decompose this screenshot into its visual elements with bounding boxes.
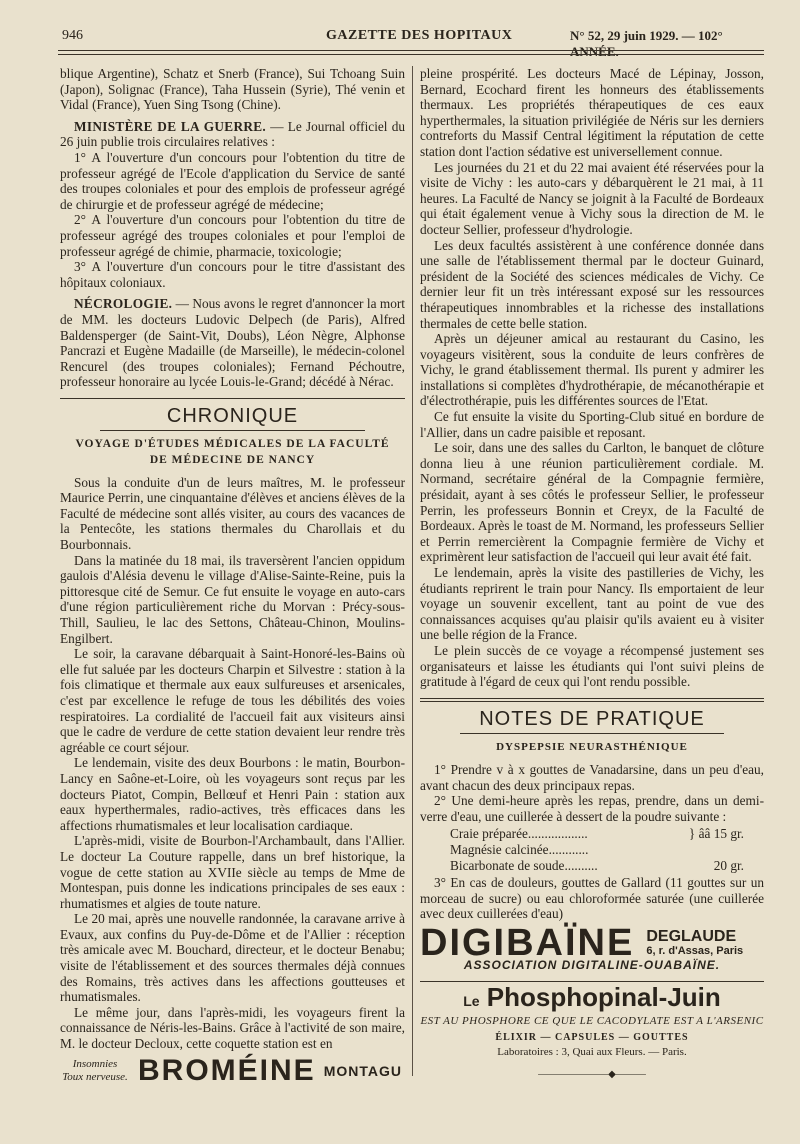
paragraph: 3° A l'ouverture d'un concours pour le titre d'assistant des hôpitaux coloniaux. [60,259,405,290]
phosphopinal-lab: Laboratoires : 3, Quai aux Fleurs. — Paris. [497,1046,687,1059]
bromeine-indication-2: Toux nerveuse. [62,1071,128,1083]
bromeine-indications [60,1058,130,1084]
ornament-rule: ———————◆——— [538,1068,646,1080]
paragraph: 1° Prendre v à x gouttes de Vanadarsine, dans un peu d'eau, avant chacun des deux principaux repas. [420,761,764,793]
necrologie-heading: NÉCROLOGIE. [74,296,173,312]
phosphopinal-tagline: EST AU PHOSPHORE CE QUE LE CACODYLATE EST A L'ARSENIC [420,1015,764,1028]
paragraph: 3° En cas de douleurs, gouttes de Gallard (11 gouttes sur un morceau de sucre) ou eau chloroformée saturée (une cuillerée avec deux cuillerées d'eau) [420,875,764,922]
phosphopinal-forms: ÉLIXIR — CAPSULES — GOUTTES [495,1031,689,1043]
paragraph: 2° A l'ouverture d'un concours pour l'obtention du titre de professeur agrégé des troupes coloniales et pour l'emploi de professeur agrégé de chimie, pharmacie, toxicologie; [60,212,405,259]
section-rule [460,733,724,734]
phosphopinal-le: Le [463,993,480,1010]
left-column [60,66,405,1052]
paragraph: Le soir, la caravane débarquait à Saint-Honoré-les-Bains où elle fut saluée par les docteurs Charpin et Silvestre : station à la fois climatique et thermale aux eaux sulfureuses et arsenicales, c'est par excellence le refuge de tous les débilités des voies respiratoires. La cordialité de l'accueil fait aux visiteurs ainsi que le cadre de verdure de cette station devaient leur rendre très agréable ce court séjour. [60,646,405,755]
ministere-text: — Le Journal officiel du 26 juin publie trois circulaires relatives : [60,118,405,150]
bromeine-indication-1: Insomnies [72,1058,118,1070]
bromeine-advert [60,1054,405,1088]
formula [420,826,764,873]
chronique-title: CHRONIQUE [166,404,299,427]
formula-row [420,842,764,858]
issue-info: N° 52, 29 juin 1929. — 102° ANNÉE. [570,28,723,59]
paragraph: L'après-midi, visite de Bourbon-l'Archambault, dans l'Allier. Le docteur La Couture rappelle, dans un bref historique, la vogue de cette station au XVIIe siècle au temps de Mme de Montespan, puis donne les indications principales de ses eaux : rhumatismes et algies de toute nature. [60,833,405,911]
paragraph: 1° A l'ouverture d'un concours pour l'obtention du titre de professeur agrégé de l'Ecole d'application du Service de santé des troupes coloniales et pour des emplois de professeur agrégé de chirurgie et de professeur agrégé de médecine; [60,149,405,212]
paragraph: Les deux facultés assistèrent à une conférence donnée dans une salle de l'établissement thermal par le docteur Guinard, président de la Société des sciences médicales de Vichy. Ce dernier leur fit un très intéressant exposé sur les ressources thérapeutiques innombrables et la richesse des installations thermales de cette belle station. [420,237,764,331]
paragraph: Le soir, dans une des salles du Carlton, le banquet de clôture donna lieu à une réunion particulièrement cordiale. M. Normand, secrétaire général de la Compagnie fermière, présidait, ayant à ses côtés le professeur Sellier, le professeur Perrin, les professeurs Bonnin et Creyx, de la Faculté de Bordeaux. Après le toast de M. Normand, les professeurs Sellier et Perrin remercièrent la Compagnie fermière de Vichy et exprimèrent leur satisfaction de l'accueil qui leur avait été fait. [420,440,764,565]
formula-ingredient: Bicarbonate de soude.......... [450,857,598,873]
formula-quantity: 20 gr. [713,857,744,873]
notes-title: NOTES DE PRATIQUE [479,707,705,730]
journal-title: GAZETTE DES HOPITAUX [326,28,513,43]
formula-row [420,858,764,874]
formula-row [420,826,764,842]
necrologie-text: — Nous avons le regret d'annoncer la mort de MM. les docteurs Ludovic Delpech (de Paris), Alfred Baldensperger (de Saint-Vit, Doubs), Léon Nègre, Alphonse Pancrazi et Eugène Madaille (de Marseille), le médecin-colonel Rencurel (des troupes coloniales); Fernand Péchoutre, professeur honoraire au lycée Louis-le-Grand; décédé à Nérac. [60,296,405,390]
paragraph: pleine prospérité. Les docteurs Macé de Lépinay, Josson, Bernard, Ecochard firent les honneurs des établissements thermaux. Les propriétés thérapeutiques de ces eaux hyperthermales, la situation privilégiée de Néris sur les derniers contreforts du Massif Central légitiment la réputation de cette station dont l'action sédative est universellement connue. [420,66,764,159]
bromeine-word: BROMÉINE [138,1054,316,1087]
ministere-heading: MINISTÈRE DE LA GUERRE. [74,118,267,134]
paragraph: Ce fut ensuite la visite du Sporting-Club situé en bordure de l'Allier, dans un cadre paisible et reposant. [420,409,764,440]
necrologie-paragraph [60,296,405,390]
voyage-heading-line1: VOYAGE D'ÉTUDES MÉDICALES DE LA FACULTÉ [75,438,390,451]
column-divider [412,66,413,1076]
formula-ingredient: Magnésie calcinée............ [450,841,589,857]
section-rule [60,398,405,399]
digibaine-address: 6, r. d'Assas, Paris [646,944,744,957]
page-header [50,22,760,59]
header-rule [58,50,764,55]
phosphopinal-word: Phosphopinal-Juin [486,982,721,1013]
digibaine-word: DIGIBAÏNE [420,922,635,965]
phosphopinal-title [420,982,764,1013]
formula-quantity: } ââ 15 gr. [688,826,744,842]
section-rule [100,430,365,431]
formula-ingredient: Craie préparée.................. [450,826,588,842]
paragraph: blique Argentine), Schatz et Snerb (France), Sui Tchoang Suin (Japon), Solignac (France), Taha Hussein (Syrie), Thé venin et Vidal (France), Yuen Sing Tsong (Chine). [60,66,405,113]
right-column [420,66,764,1082]
digibaine-maker [646,927,744,958]
digibaine-association: ASSOCIATION DIGITALINE-OUABAÏNE. [463,957,721,972]
paragraph: Le lendemain, visite des deux Bourbons : le matin, Bourbon-Lancy en Saône-et-Loire, où les voyageurs sont reçus par les docteurs Piatot, Compin, Bellœuf et Henri Pain : station aux eaux hyperthermales, radio-actives, très efficaces dans les affections rhumatismales et leur localisation cardiaque. [60,755,405,833]
page-number: 946 [62,28,83,43]
paragraph: Le plein succès de ce voyage a récompensé justement ses organisateurs et laisse les étudiants qui l'ont suivi pleins de gratitude à l'égard de ceux qui l'ont rendu possible. [420,642,764,690]
section-rule [420,698,764,702]
ministere-paragraph [60,119,405,150]
paragraph: Le 20 mai, après une nouvelle randonnée, la caravane arrive à Evaux, aux confins du Puy-de-Dôme et de l'Allier : réception très amicale avec M. Bouchard, directeur, et le docteur Benabu; visite de l'établissement et des sources thermales déjà connues des Romains, très actives dans les affections goutteuses et rhumatismales. [60,911,405,1005]
paragraph: Les journées du 21 et du 22 mai avaient été réservées pour la visite de Vichy : les auto-cars y débarquèrent le 21 mai, à 11 heures. La Faculté de Nancy se joignit à la Faculté de Bordeaux qui était également venue à Vichy sous la direction de M. le docteur Sellier, professeur d'hydrologie. [420,159,764,237]
paragraph: Le lendemain, après la visite des pastilleries de Vichy, les étudiants reprirent le train pour Nancy. Ils emportaient de leur voyage un souvenir excellent, tant au point de vue des connaissances acquises qu'au plaisir qu'ils avaient eu à visiter une belle région de la France. [420,565,764,643]
paragraph: Sous la conduite d'un de leurs maîtres, M. le professeur Maurice Perrin, une cinquantaine d'élèves et anciens élèves de la Faculté de médecine sont allés visiter, au cours des vacances de la Pentecôte, les stations thermales du Charollais et du Bourbonnais. [60,474,405,553]
digibaine-company: DEGLAUDE [646,927,737,945]
paragraph: Le même jour, dans l'après-midi, les voyageurs firent la connaissance de Néris-les-Bains. Grâce à l'activité de son maire, M. le docteur Decloux, cette coquette station est en [60,1004,405,1052]
paragraph: 2° Une demi-heure après les repas, prendre, dans un demi-verre d'eau, une cuillerée à dessert de la poudre suivante : [420,793,764,824]
dyspepsie-heading: DYSPEPSIE NEURASTHÉNIQUE [496,741,688,754]
paragraph: Dans la matinée du 18 mai, ils traversèrent l'ancien oppidum gaulois d'Alésia devenu le village d'Alise-Sainte-Reine, puis la pittoresque cité de Semur. Ce fut ensuite le voyage en auto-cars d'une région particulièrement riche du Morvan : Précy-sous-Thill, Saulieu, le lac des Settons, Château-Chinon, Moulins-Engilbert. [60,552,405,646]
voyage-heading-line2: DE MÉDECINE DE NANCY [149,454,316,467]
voyage-heading [60,437,405,468]
paragraph: Après un déjeuner amical au restaurant du Casino, les voyageurs visitèrent, sous la conduite de leurs confrères de Vichy, le grand établissement thermal. Ils purent y admirer les installations si complètes d'hydrothérapie, de mécanothérapie et d'électrothérapie, puis les différentes sources de l'Etat. [420,331,764,409]
bromeine-maker: MONTAGU [323,1063,402,1079]
